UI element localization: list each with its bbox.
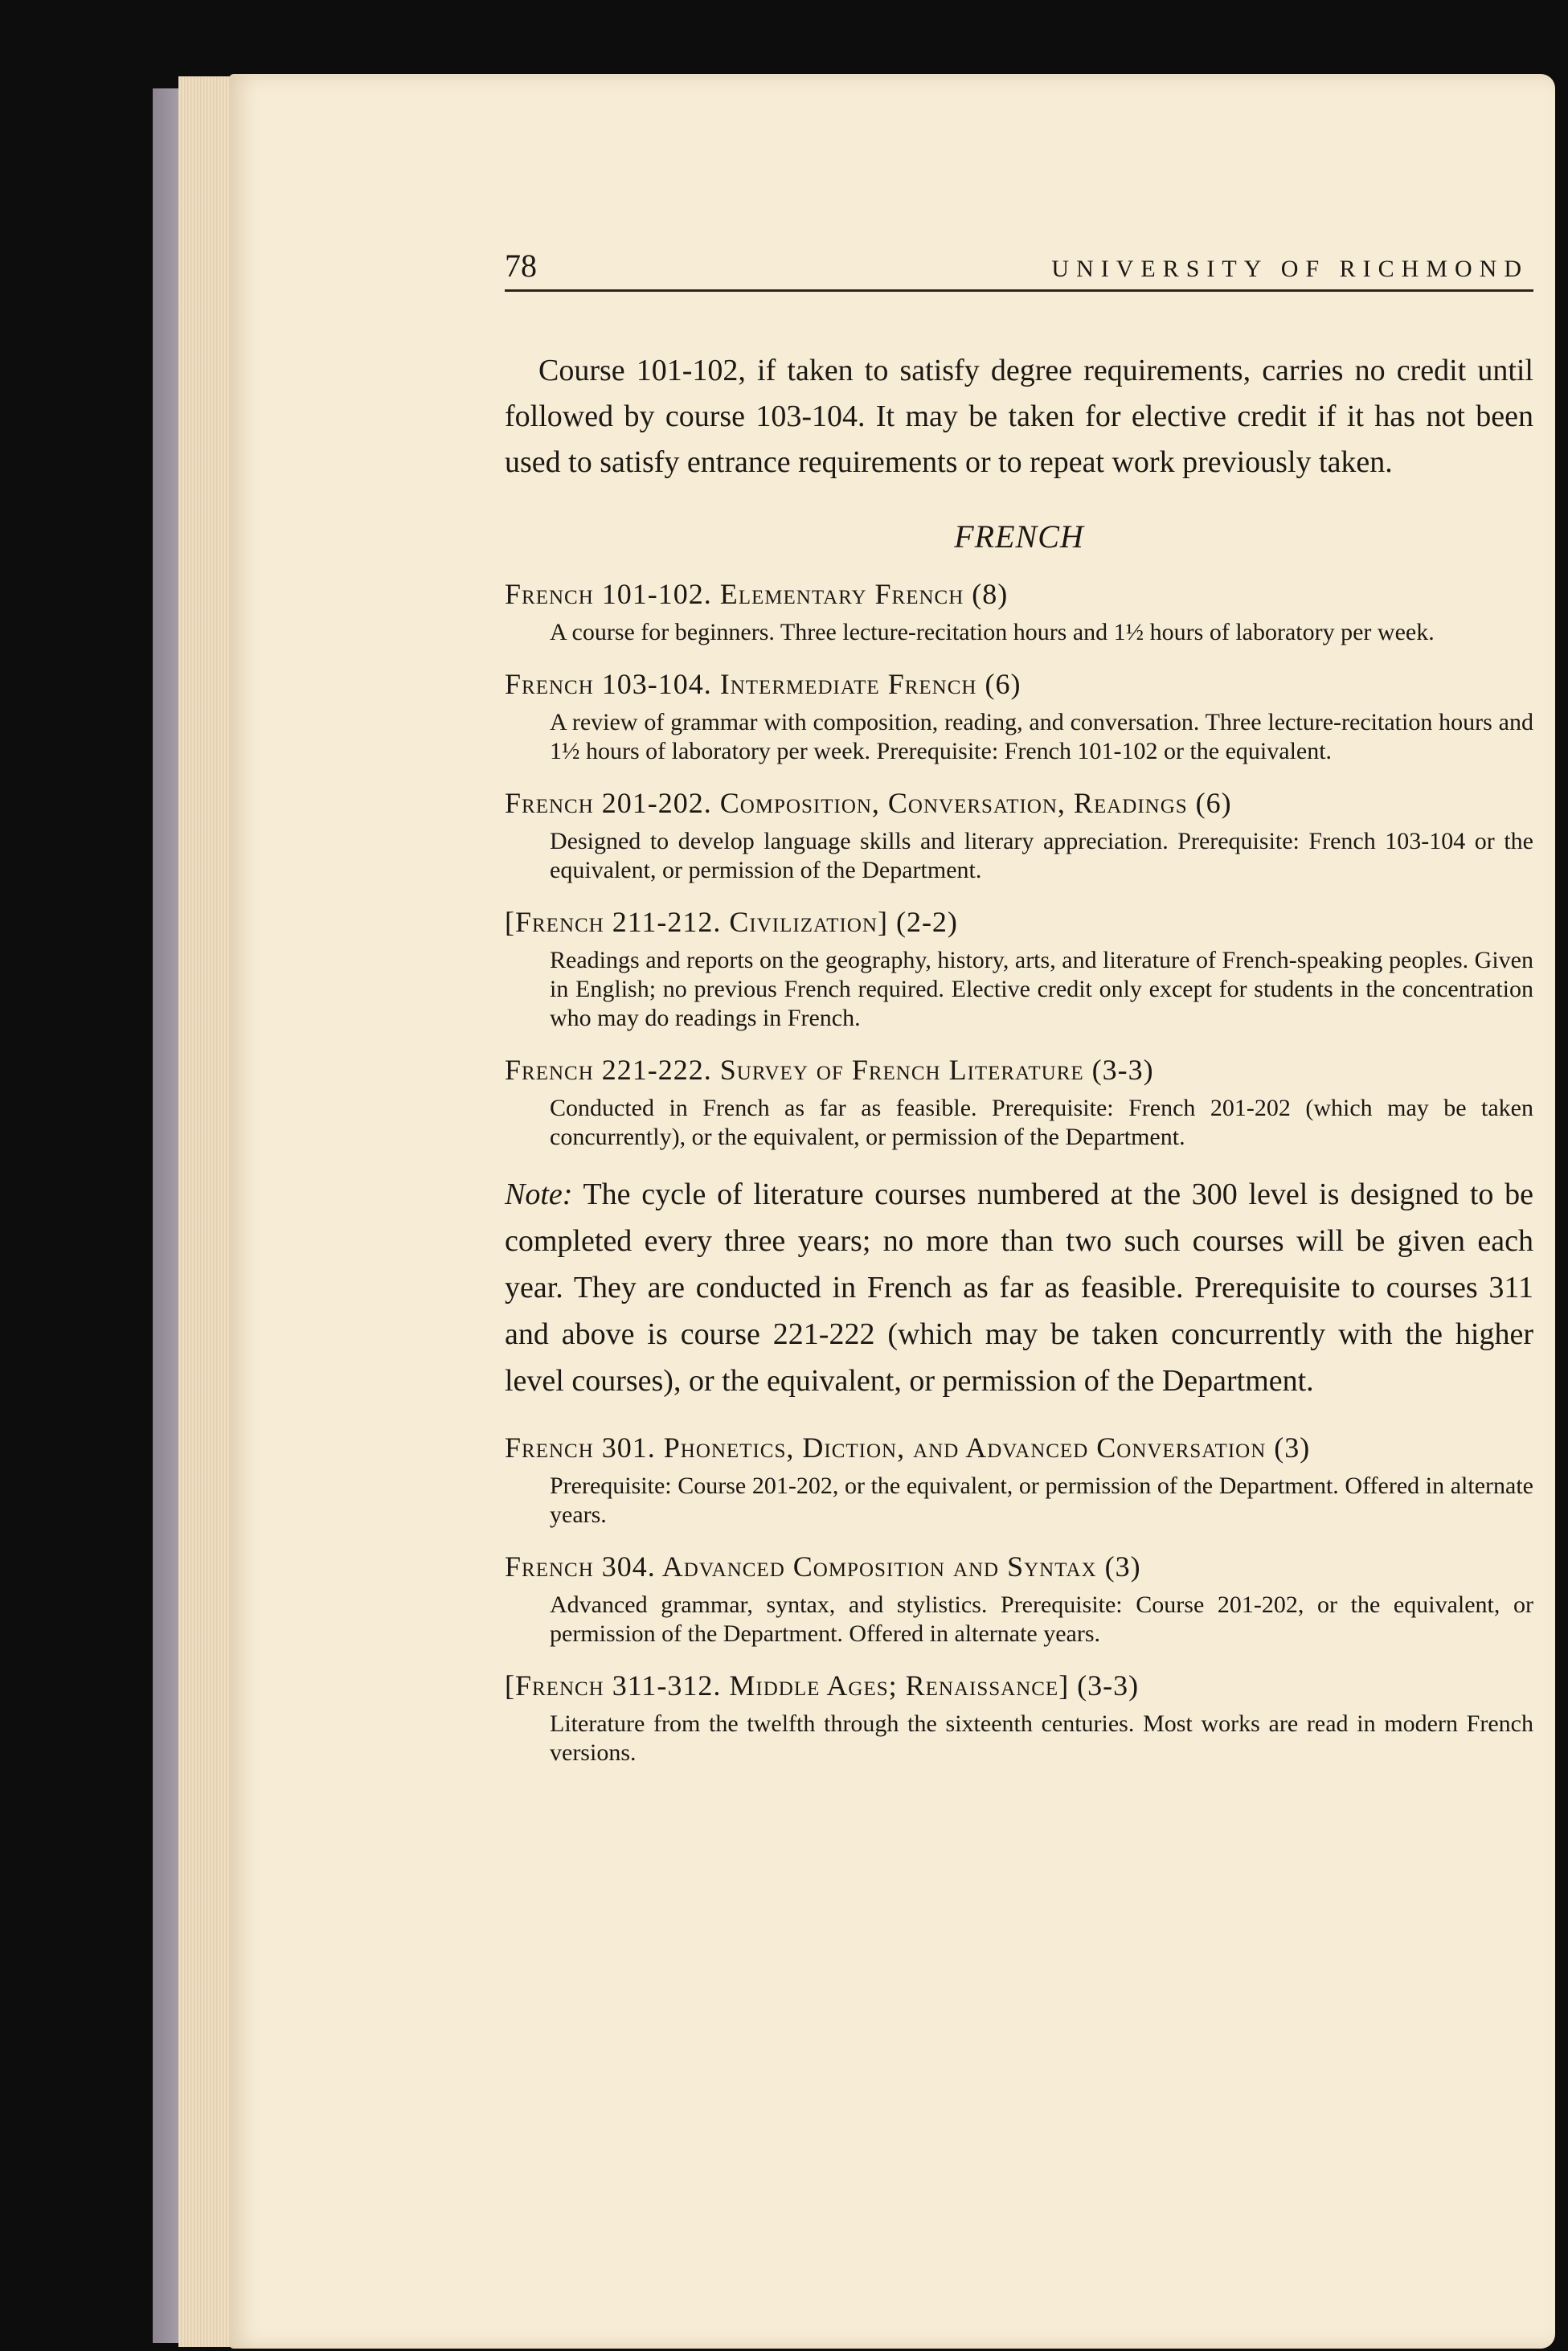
course-heading: French 201-202. Composition, Conversation, Readings (6) xyxy=(505,787,1232,819)
course-description: Readings and reports on the geography, history, arts, and literature of French-speaking peoples. Given in English; no previous French required. Elective credit only except for students in the concentration who may do readings in French. xyxy=(550,947,1533,1031)
course-description: A review of grammar with composition, reading, and conversation. Three lecture-recitation hours and 1½ hours of laboratory per week. Prerequisite: French 101-102 or the equivalent. xyxy=(550,709,1533,764)
note-paragraph xyxy=(505,1171,1533,1404)
course-description: Literature from the twelfth through the sixteenth centuries. Most works are read in modern French versions. xyxy=(550,1710,1533,1766)
course-heading: French 304. Advanced Composition and Syntax (3) xyxy=(505,1550,1141,1583)
course-entry xyxy=(505,784,1533,885)
page-edges xyxy=(178,76,235,2347)
note-text: The cycle of literature courses numbered at the 300 level is designed to be completed every three years; no more than two such courses will be given each year. They are conducted in French as far as feasible. Prerequisite to courses 311 and above is course 221-222 (which may be taken concurrently with the higher level courses), or the equivalent, or permission of the Department. xyxy=(505,1178,1533,1398)
course-heading: French 101-102. Elementary French (8) xyxy=(505,578,1009,610)
course-description: Conducted in French as far as feasible. Prerequisite: French 201-202 (which may be taken concurrently), or the equivalent, or permission of the Department. xyxy=(550,1095,1533,1150)
course-entry xyxy=(505,575,1533,647)
page-number: 78 xyxy=(505,248,537,284)
course-heading: [French 211-212. Civilization] (2-2) xyxy=(505,906,958,938)
course-entry xyxy=(505,1428,1533,1530)
course-description: Designed to develop language skills and literary appreciation. Prerequisite: French 103-104 or the equivalent, or permission of the Department. xyxy=(550,828,1533,883)
running-head: UNIVERSITY OF RICHMOND xyxy=(1051,256,1529,282)
course-heading: French 221-222. Survey of French Literature (3-3) xyxy=(505,1054,1154,1086)
course-heading: [French 311-312. Middle Ages; Renaissance] (3-3) xyxy=(505,1669,1140,1702)
intro-paragraph: Course 101-102, if taken to satisfy degree requirements, carries no credit until followed by course 103-104. It may be taken for elective credit if it has not been used to satisfy entrance requirements or to repeat work previously taken. xyxy=(505,354,1533,479)
course-entry xyxy=(505,903,1533,1033)
course-entry xyxy=(505,665,1533,766)
page-header xyxy=(505,241,1533,292)
page-content xyxy=(505,241,1533,1785)
course-description: Prerequisite: Course 201-202, or the equivalent, or permission of the Department. Offered in alternate years. xyxy=(550,1472,1533,1528)
course-list xyxy=(505,1428,1533,1767)
note-label: Note: xyxy=(505,1178,573,1211)
course-entry xyxy=(505,1547,1533,1649)
course-entry xyxy=(505,1666,1533,1767)
course-entry xyxy=(505,1051,1533,1152)
course-heading: French 301. Phonetics, Diction, and Advanced Conversation (3) xyxy=(505,1431,1311,1464)
course-description: A course for beginners. Three lecture-recitation hours and 1½ hours of laboratory per week. xyxy=(550,619,1435,645)
section-title: FRENCH xyxy=(954,518,1084,555)
course-description: Advanced grammar, syntax, and stylistics. Prerequisite: Course 201-202, or the equivalent, or permission of the Department. Offered in alternate years. xyxy=(550,1591,1533,1647)
course-heading: French 103-104. Intermediate French (6) xyxy=(505,668,1021,700)
course-list xyxy=(505,575,1533,1152)
